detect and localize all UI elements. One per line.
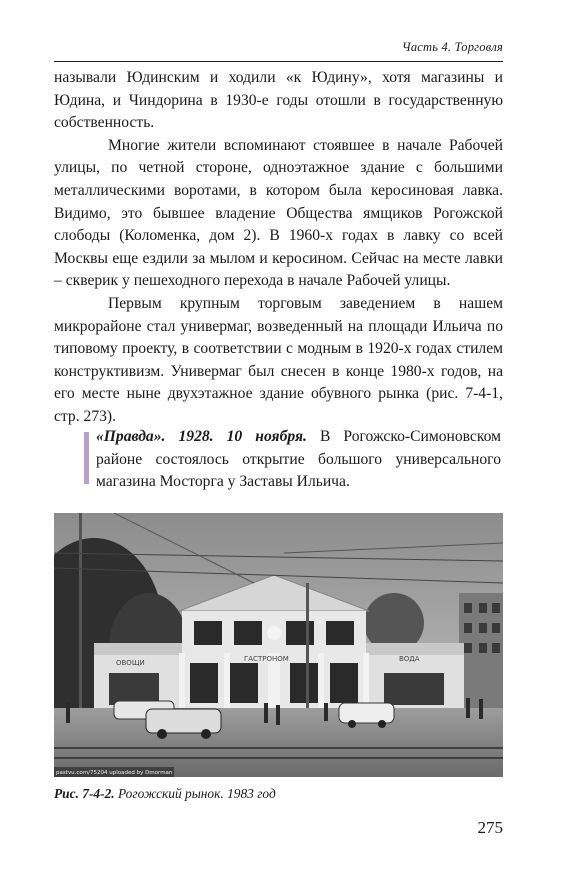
caption-text: Рогожский рынок. 1983 год (114, 786, 276, 801)
running-header: Часть 4. Торговля (402, 40, 503, 54)
quote-text: В Рогожско-Симоновском районе состоялось открытие большого универсального магазина Мосторга у Заставы Ильича. (96, 428, 502, 491)
quote-accent-bar (84, 432, 89, 484)
market-photo-drawing (54, 513, 503, 777)
photo-watermark: pastvu.com/75204 uploaded by Dmorman (56, 770, 173, 776)
newspaper-quote (96, 426, 501, 494)
body-text (54, 67, 503, 429)
paragraph-kerosene-shop: Многие жители вспоминают стоявшее в начале Рабочей улицы, по четной стороне, одноэтажное здание с большими металлическими воротами, в котором была керосиновая лавка. Видимо, это бывшее владение Общества ямщиков Рогожской слободы (Коломенка, дом 2). В 1960-х годах в лавку со всей Москвы еще ездили за мылом и керосином. Сейчас на месте лавки – скверик у пешеходного перехода в начале Рабочей улицы. (54, 136, 503, 290)
sign-left: ОВОЩИ (116, 659, 145, 667)
quote-source: «Правда». 1928. 10 ноября. (96, 428, 307, 445)
market-photo (54, 513, 503, 777)
header-rule (54, 61, 503, 62)
sign-center: ГАСТРОНОМ (244, 655, 289, 663)
figure-label: Рис. 7-4-2. (54, 786, 115, 801)
page-number: 275 (477, 818, 503, 837)
paragraph-department-store: Первым крупным торговым заведением в нашем микрорайоне стал универмаг, возведенный на площади Ильича по типовому проекту, в соответствии с модным в 1920-х годах стилем конструктивизм. Универмаг был снесен в конце 1980-х годов, на его месте ныне двухэтажное здание обувного рынка (рис. 7-4-1, стр. 273). (54, 294, 503, 425)
figure-caption (54, 786, 503, 802)
sign-right: ВОДА (399, 655, 420, 663)
paragraph-continued: называли Юдинским и ходили «к Юдину», хотя магазины и Юдина, и Чиндорина в 1930-е годы отошли в государственную собственность. (54, 69, 503, 132)
